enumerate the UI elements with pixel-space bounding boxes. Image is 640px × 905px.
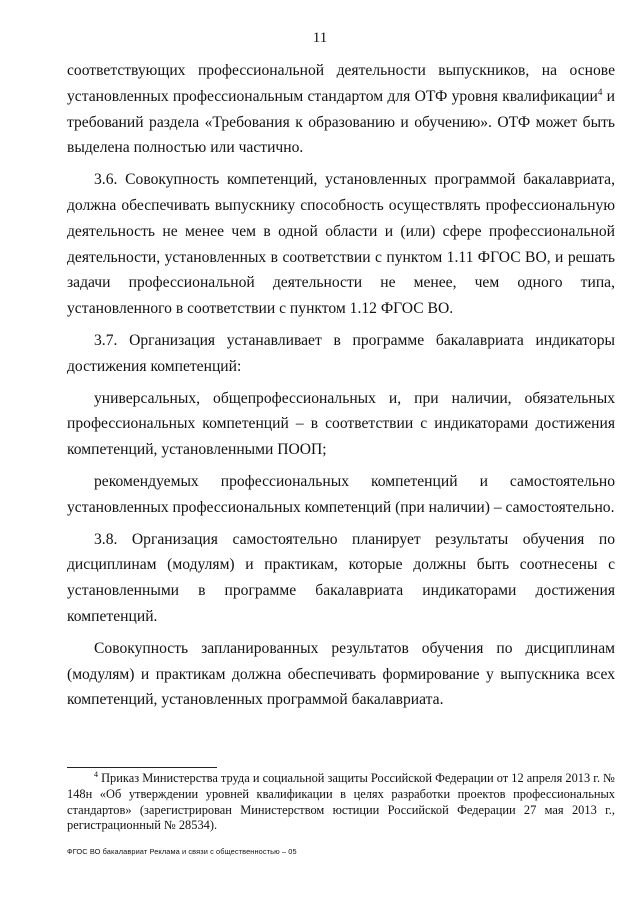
paragraph-text: соответствующих профессиональной деятельности выпускников, на основе установленных профессиональным стандартом для ОТФ уровня квалификации: [67, 62, 615, 105]
paragraph-3-6: 3.6. Совокупность компетенций, установленных программой бакалавриата, должна обеспечивать выпускнику способность осуществлять профессиональную деятельность не менее чем в одной области и (или) сфере профессиональной деятельности, установленных в соответствии с пунктом 1.11 ФГОС ВО, и решать задачи профессиональной деятельности не менее, чем одного типа, установленного в соответствии с пунктом 1.12 ФГОС ВО.: [67, 171, 615, 318]
paragraph-3-8: 3.8. Организация самостоятельно планирует результаты обучения по дисциплинам (модулям) и практикам, которые должны быть соотнесены с установленными в программе бакалавриата индикаторами достижения компетенций.: [67, 530, 615, 625]
page-footer: ФГОС ВО бакалавриат Реклама и связи с общественностью – 05: [67, 847, 297, 856]
paragraph-universal-competencies: универсальных, общепрофессиональных и, при наличии, обязательных профессиональных компетенций – в соответствии с индикаторами достижения компетенций, установленными ПООП;: [67, 389, 615, 459]
footnote-text: Приказ Министерства труда и социальной защиты Российской Федерации от 12 апреля 2013 г. № 148н «Об утверждении уровней квалификации в целях разработки проектов профессиональных стандартов» (зарегистрирован Министерством юстиции Российской Федерации 27 мая 2013 г., регистрационный № 28534).: [67, 771, 615, 833]
footnote-marker: 4: [94, 769, 98, 779]
page-number: 11: [312, 30, 328, 46]
paragraph-continuation: [67, 58, 615, 161]
paragraph-3-7: 3.7. Организация устанавливает в программе бакалавриата индикаторы достижения компетенций:: [67, 331, 615, 375]
footnote-separator: [67, 767, 217, 768]
document-body: [67, 58, 615, 713]
paragraph-recommended-competencies: рекомендуемых профессиональных компетенций и самостоятельно установленных профессиональных компетенций (при наличии) – самостоятельно.: [67, 472, 615, 516]
paragraph-text-continued: и требований раздела «Требования к образованию и обучению». ОТФ может быть выделена полностью или частично.: [67, 87, 615, 157]
footnote: [67, 771, 615, 834]
footnote-reference: 4: [597, 86, 603, 97]
paragraph-learning-outcomes: Совокупность запланированных результатов обучения по дисциплинам (модулям) и практикам должна обеспечивать формирование у выпускника всех компетенций, установленных программой бакалавриата.: [67, 639, 615, 709]
